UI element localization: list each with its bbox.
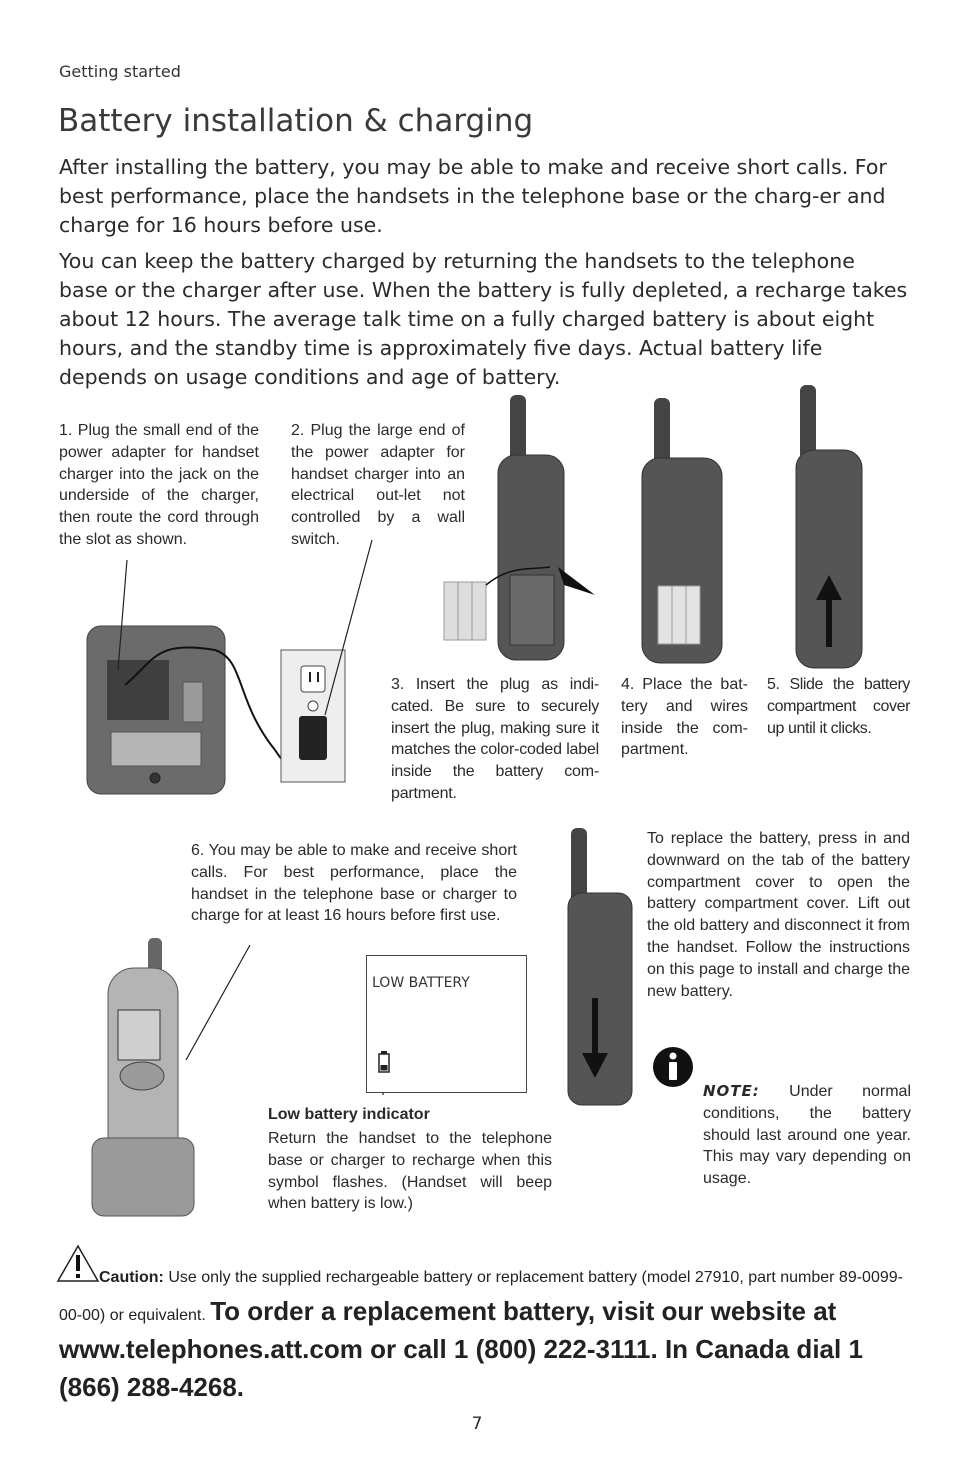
low-battery-title: Low battery indicator bbox=[268, 1106, 430, 1123]
info-icon bbox=[652, 1046, 694, 1088]
page-number: 7 bbox=[471, 1414, 483, 1434]
step-2-text: 2. Plug the large end of the power adapter for handset charger into an electrical out-let not controlled by a wall switch. bbox=[291, 422, 465, 548]
caution-label: Caution: bbox=[99, 1269, 164, 1286]
handset-back-step-5 bbox=[790, 385, 870, 670]
step-3-text: 3. Insert the plug as indi-cated. Be sure to securely insert the plug, making sure it matches the color-coded label inside the battery com-partment. bbox=[391, 676, 599, 802]
caution-block bbox=[59, 1262, 914, 1408]
caution-text: Use only the supplied rechargeable battery or replacement battery (model 27910, part number 89-0099-00-00) or equivalent. bbox=[59, 1269, 903, 1324]
low-battery-text: Return the handset to the telephone base or charger to recharge when this symbol flashes. (Handset will beep when battery is low.) bbox=[268, 1130, 552, 1213]
replace-battery-text: To replace the battery, press in and downward on the tab of the battery compartment cover to open the battery compartment cover. Lift out the old battery and disconnect it from the handset. Follow the instructions on this page to install and charge the new battery. bbox=[647, 830, 910, 1000]
page-title: Battery installation & charging bbox=[58, 103, 534, 139]
step-4-text: 4. Place the bat-tery and wires inside the com-partment. bbox=[621, 676, 748, 759]
intro-paragraph-2: You can keep the battery charged by returning the handsets to the telephone base or the charger after use. When the battery is fully depleted, a recharge takes about 12 hours. The average talk time on a fully charged battery is about eight hours, and the standby time is approximately five days. Actual battery life depends on usage conditions and age of battery. bbox=[59, 249, 908, 389]
step-5-text: 5. Slide the battery compartment cover up until it clicks. bbox=[767, 676, 910, 737]
battery-low-icon bbox=[378, 1051, 390, 1073]
note-label: NOTE: bbox=[703, 1082, 760, 1100]
step-1-text: 1. Plug the small end of the power adapter for handset charger into the jack on the underside of the charger, then route the cord through the slot as shown. bbox=[59, 422, 259, 548]
intro-paragraph-1: After installing the battery, you may be able to make and receive short calls. For best performance, place the handsets in the telephone base or the charg-er and charge for 16 hours before use. bbox=[59, 155, 887, 237]
lcd-screen bbox=[366, 955, 527, 1093]
note-text: Under normal conditions, the battery should last around one year. This may vary depending on usage. bbox=[703, 1083, 911, 1188]
cordless-handset-illustration bbox=[88, 938, 198, 1218]
step-6-text: 6. You may be able to make and receive short calls. For best performance, place the handset in the telephone base or charger to charge for at least 16 hours before first use. bbox=[191, 842, 517, 925]
order-battery-text: To order a replacement battery, visit our website at www.telephones.att.com or call 1 (800) 222-3111. In Canada dial 1 (866) 288-4268. bbox=[59, 1296, 863, 1402]
handset-remove-cover-illustration bbox=[566, 828, 636, 1108]
lcd-low-battery-text: LOW BATTERY bbox=[372, 975, 470, 991]
handset-back-step-4 bbox=[630, 398, 740, 668]
section-label: Getting started bbox=[59, 62, 181, 81]
handset-back-step-3 bbox=[440, 395, 600, 665]
note-block bbox=[703, 1081, 911, 1190]
